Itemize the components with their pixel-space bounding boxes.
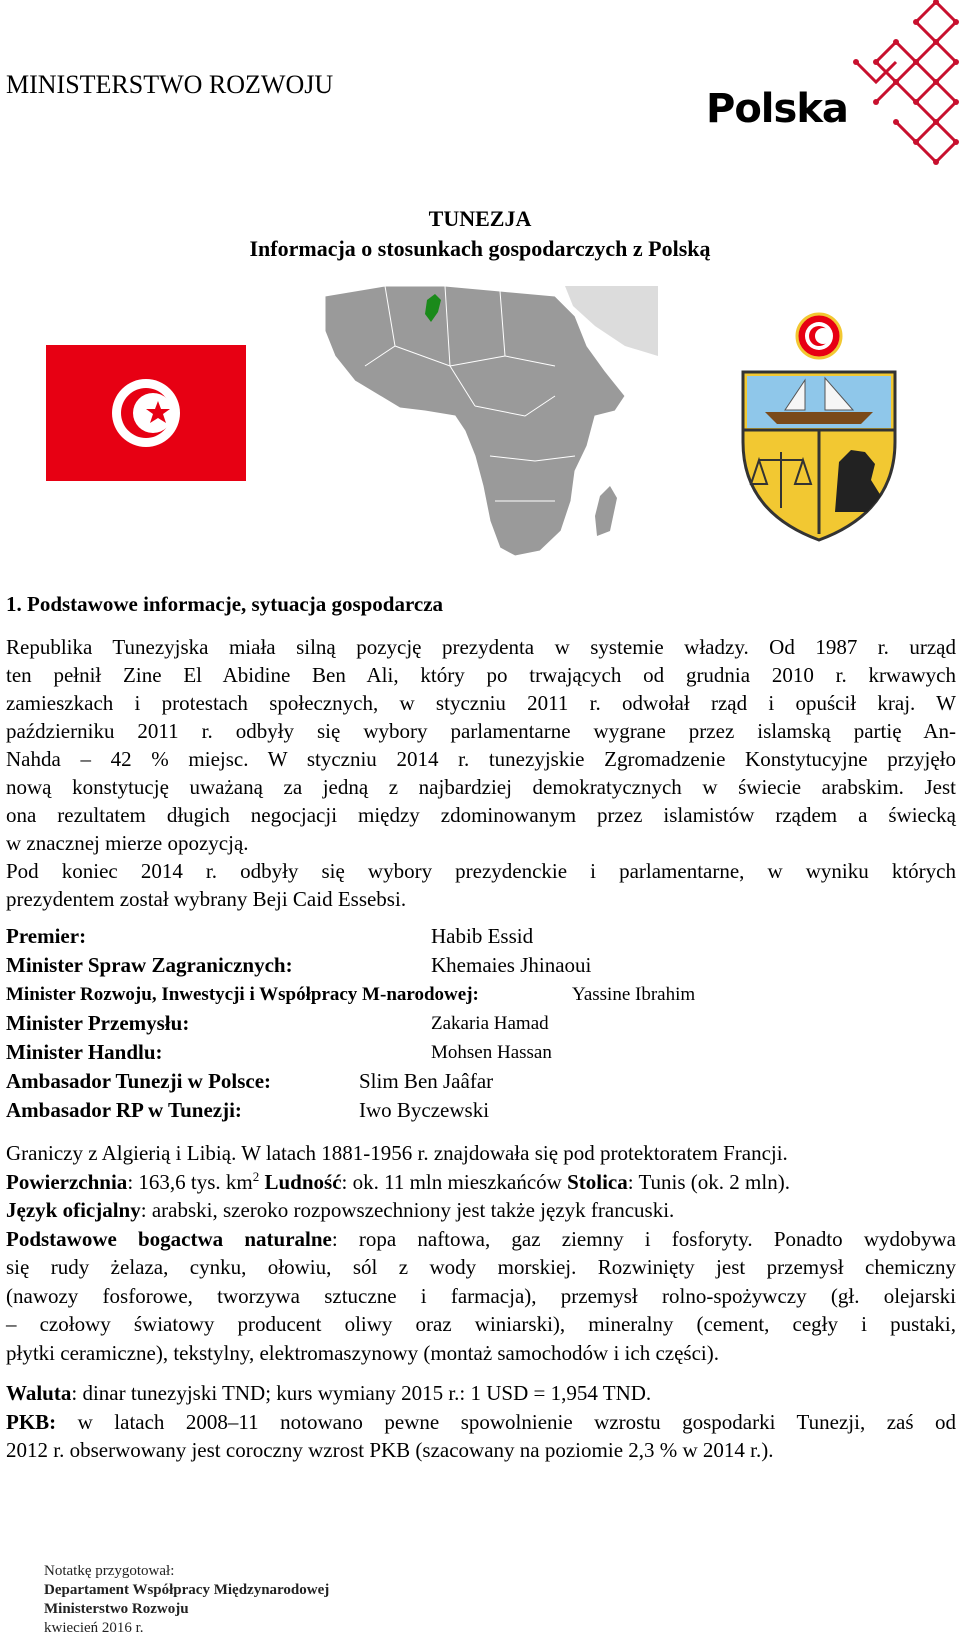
official-row [6, 922, 956, 951]
body-line: zamieszkach i protestach społecznych, w styczniu 2011 r. odwołał rząd i opuścił kraj. W [6, 691, 956, 715]
official-role: Premier: [6, 924, 87, 948]
footer-note [44, 1562, 329, 1638]
footer-department: Departament Współpracy Międzynarodowej [44, 1582, 330, 1598]
official-role: Ambasador Tunezji w Polsce: [6, 1069, 272, 1093]
resources-line: płytki ceramiczne), tekstylny, elektromaszynowy (montaż samochodów i ich części). [6, 1340, 719, 1365]
official-name: Khemaies Jhinaoui [431, 953, 592, 977]
official-name: Mohsen Hassan [431, 1042, 552, 1063]
body-line: nową konstytucję uważaną za jedną z najbardziej demokratycznych w świecie arabskim. Jest [6, 775, 956, 799]
body-line: Pod koniec 2014 r. odbyły się wybory prezydenckie i parlamentarne, w wyniku których [6, 859, 956, 883]
section1-body [6, 633, 956, 913]
body-line: Republika Tunezyjska miała silną pozycję prezydenta w systemie władzy. Od 1987 r. urząd [6, 635, 956, 659]
section-heading: 1. Podstawowe informacje, sytuacja gospodarcza [6, 592, 444, 616]
country-name: TUNEZJA [428, 206, 532, 231]
body-line: Nahda – 42 % miejsc. W styczniu 2014 r. tunezyjskie Zgromadzenie Konstytucyjne przyjęło [6, 747, 956, 771]
official-row [6, 980, 956, 1009]
official-role: Minister Rozwoju, Inwestycji i Współpracy M-narodowej: [6, 984, 479, 1005]
document-subtitle: Informacja o stosunkach gospodarczych z Polską [249, 236, 711, 261]
official-name: Zakaria Hamad [431, 1013, 549, 1034]
body-line: ona rezultatem długich negocjacji między zdominowanym przez islamistów rządem a świecką [6, 803, 956, 827]
tunisia-flag-icon [46, 345, 246, 481]
tunisia-coat-of-arms-icon [735, 312, 903, 542]
document-title [0, 204, 960, 264]
currency-line: Waluta: dinar tunezyjski TND; kurs wymiany 2015 r.: 1 USD = 1,954 TND. [6, 1381, 652, 1405]
official-row [6, 1009, 956, 1038]
official-row [6, 951, 956, 980]
officials-list [6, 922, 956, 1125]
polska-logo-icon [836, 0, 960, 172]
footer-date: kwiecień 2016 r. [44, 1620, 144, 1636]
body-line: prezydentem został wybrany Beji Caid Essebsi. [6, 887, 407, 911]
area-population-line: Powierzchnia: 163,6 tys. $km^2$ Ludność: ok. 11 mln mieszkańców Stolica: Tunis (ok. 2 mln). [6, 1168, 790, 1194]
official-row [6, 1067, 956, 1096]
country-facts [6, 1139, 956, 1465]
borders-text: Graniczy z Algierią i Libią. W latach 1881-1956 r. znajdowała się pod protektoratem Francji. [6, 1141, 788, 1165]
footer-ministry: Ministerstwo Rozwoju [44, 1601, 189, 1617]
body-line: październiku 2011 r. odbyły się wybory parlamentarne wygrane przez islamską partię An- [6, 719, 956, 743]
resources-line: Podstawowe bogactwa naturalne: ropa naftowa, gaz ziemny i fosforyty. Ponadto wydobywa [6, 1226, 956, 1251]
polska-logo [706, 0, 960, 172]
ministry-title: MINISTERSTWO ROZWOJU [6, 70, 334, 99]
official-name: Habib Essid [431, 924, 534, 948]
official-name: Iwo Byczewski [359, 1098, 490, 1122]
body-line: w znacznej mierze opozycją. [6, 831, 249, 855]
official-row [6, 1038, 956, 1067]
gdp-line: 2012 r. obserwowany jest coroczny wzrost PKB (szacowany na poziomie 2,3 % w 2014 r.). [6, 1438, 774, 1462]
official-name: Yassine Ibrahim [572, 984, 696, 1005]
official-name: Slim Ben Jaâfar [359, 1069, 494, 1093]
footer-prepared: Notatkę przygotował: [44, 1563, 175, 1579]
logo-text: Polska [706, 86, 848, 132]
resources-line: (nawozy fosforowe, tworzywa sztuczne i farmacja), przemysł rolno-spożywczy (gł. olejarski [6, 1283, 956, 1308]
resources-line: – czołowy światowy producent oliwy oraz winiarski), mineralny (cement, cegły i pustaki, [6, 1312, 956, 1336]
gdp-line: PKB: w latach 2008–11 notowano pewne spowolnienie wzrostu gospodarki Tunezji, zaś od [6, 1409, 956, 1434]
africa-map-icon [325, 286, 658, 566]
official-row [6, 1096, 956, 1125]
official-role: Minister Przemysłu: [6, 1011, 190, 1035]
official-role: Minister Handlu: [6, 1040, 163, 1064]
body-line: ten pełnił Zine El Abidine Ben Ali, który po trwających od grudnia 2010 r. krwawych [6, 663, 956, 687]
official-role: Ambasador RP w Tunezji: [6, 1098, 242, 1122]
language-line: Język oficjalny: arabski, szeroko rozpowszechniony jest także język francuski. [6, 1198, 675, 1222]
resources-line: się rudy żelaza, cynku, ołowiu, sól z wody morskiej. Rozwinięty jest przemysł chemiczny [6, 1255, 956, 1279]
official-role: Minister Spraw Zagranicznych: [6, 953, 293, 977]
